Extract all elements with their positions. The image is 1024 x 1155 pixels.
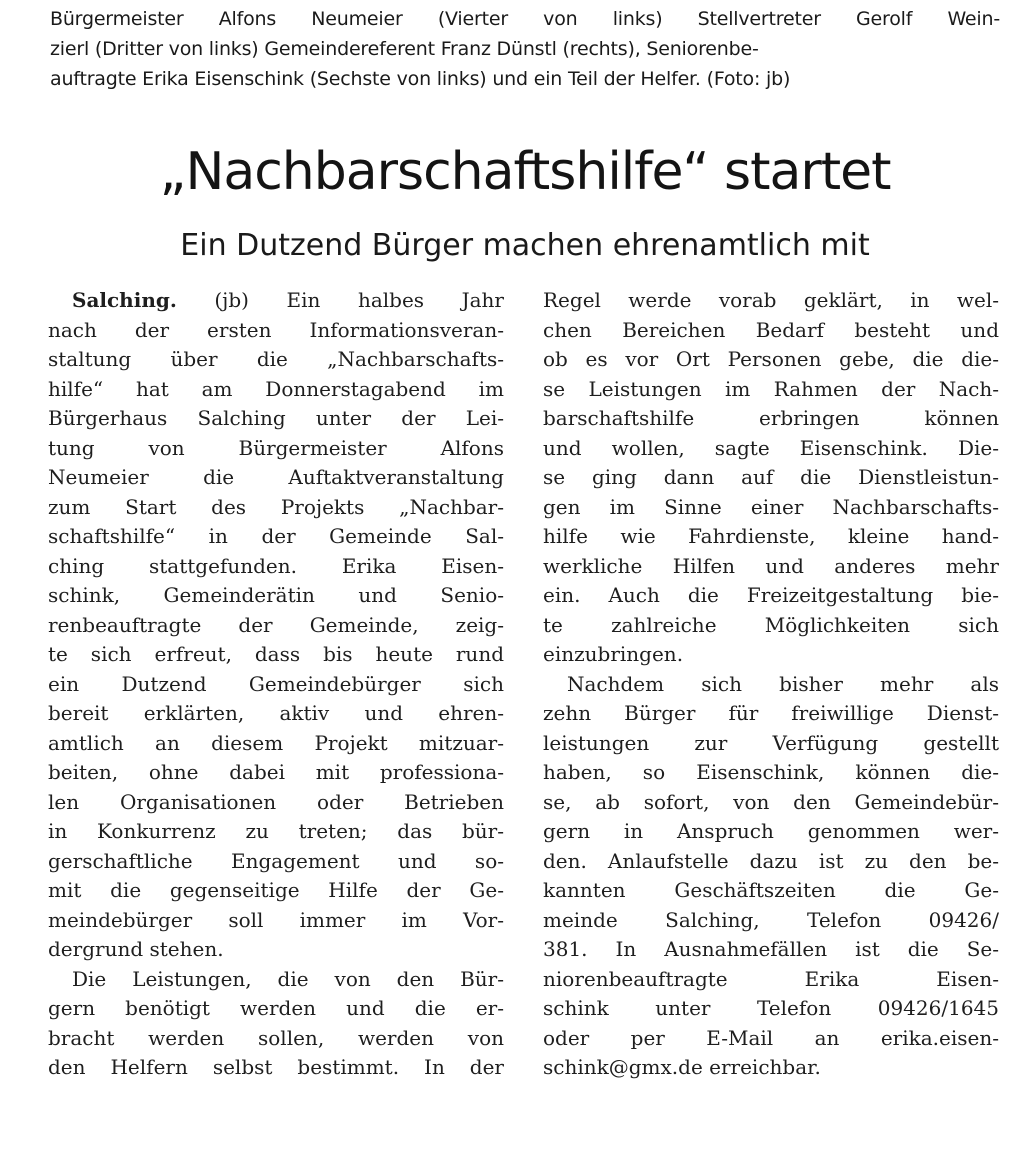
- article-line: leistungen zur Verfügung gestellt: [543, 730, 999, 755]
- article-line: tung von Bürgermeister Alfons: [48, 435, 504, 460]
- article-line: Die Leistungen, die von den Bür-: [72, 966, 504, 991]
- article-line: schink unter Telefon 09426/1645: [543, 996, 999, 1020]
- article-column-left: [48, 286, 504, 1083]
- article-line: meindebürger soll immer im Vor-: [48, 907, 504, 932]
- article-line: meinde Salching, Telefon 09426/: [543, 907, 999, 932]
- article-line: barschaftshilfe erbringen können: [543, 406, 999, 430]
- article-line: ein. Auch die Freizeitgestaltung bie-: [543, 583, 999, 607]
- article-line: schaftshilfe“ in der Gemeinde Sal-: [48, 524, 504, 548]
- article-line: chen Bereichen Bedarf besteht und: [543, 317, 999, 342]
- article-line: den Helfern selbst bestimmt. In der: [48, 1055, 504, 1079]
- article-line: te zahlreiche Möglichkeiten sich: [543, 612, 999, 637]
- article-line: renbeauftragte der Gemeinde, zeig-: [48, 612, 504, 637]
- article-line: bracht werden sollen, werden von: [48, 1025, 504, 1050]
- article-line: gern benötigt werden und die er-: [48, 996, 504, 1020]
- caption-line: auftragte Erika Eisenschink (Sechste von links) und ein Teil der Helfer. (Foto: jb): [50, 68, 791, 90]
- article-line: zehn Bürger für freiwillige Dienst-: [543, 701, 999, 725]
- article-line-text: (jb) Ein halbes Jahr: [176, 288, 504, 312]
- article-line: und wollen, sagte Eisenschink. Die-: [543, 435, 999, 460]
- article-line: einzubringen.: [543, 642, 684, 666]
- article-line: gen im Sinne einer Nachbarschafts-: [543, 494, 999, 519]
- article-line: zum Start des Projekts „Nachbar-: [48, 494, 504, 519]
- article-line: se ging dann auf die Dienstleistun-: [543, 465, 999, 489]
- article-line: schink, Gemeinderätin und Senio-: [48, 583, 504, 607]
- article-line: ching stattgefunden. Erika Eisen-: [48, 553, 504, 578]
- photo-caption: [50, 4, 1000, 94]
- caption-line: zierl (Dritter von links) Gemeindereferent Franz Dünstl (rechts), Seniorenbe-: [50, 38, 759, 60]
- article-line: hilfe wie Fahrdienste, kleine hand-: [543, 524, 999, 548]
- article-line: gern in Anspruch genommen wer-: [543, 819, 999, 843]
- article-line: te sich erfreut, dass bis heute rund: [48, 642, 504, 666]
- caption-line: Bürgermeister Alfons Neumeier (Vierter von links) Stellvertreter Gerolf Wein-: [50, 8, 1000, 30]
- article-headline: „Nachbarschaftshilfe“ startet: [159, 142, 891, 202]
- article-line: hilfe“ hat am Donnerstagabend im: [48, 376, 504, 401]
- article-line: haben, so Eisenschink, können die-: [543, 760, 999, 784]
- article-line: Neumeier die Auftaktveranstaltung: [48, 465, 504, 489]
- article-line: 381. In Ausnahmefällen ist die Se-: [543, 937, 999, 961]
- article-line: bereit erklärten, aktiv und ehren-: [48, 701, 504, 725]
- article-line: in Konkurrenz zu treten; das bür-: [48, 819, 504, 843]
- article-line: kannten Geschäftszeiten die Ge-: [543, 878, 999, 902]
- article-subheadline: Ein Dutzend Bürger machen ehrenamtlich mit: [180, 228, 870, 263]
- article-line: beiten, ohne dabei mit professiona-: [48, 760, 504, 784]
- article-line: se, ab sofort, von den Gemeindebür-: [543, 789, 999, 814]
- article-line: niorenbeauftragte Erika Eisen-: [543, 966, 999, 991]
- article-line: gerschaftliche Engagement und so-: [48, 848, 504, 873]
- article-line: schink@gmx.de erreichbar.: [543, 1055, 821, 1079]
- article-line: amtlich an diesem Projekt mitzuar-: [48, 730, 504, 755]
- article-line: Regel werde vorab geklärt, in wel-: [543, 288, 999, 312]
- article-line: ob es vor Ort Personen gebe, die die-: [543, 347, 999, 371]
- article-line: mit die gegenseitige Hilfe der Ge-: [48, 878, 504, 902]
- article-line: oder per E-Mail an erika.eisen-: [543, 1025, 999, 1050]
- article-line: werkliche Hilfen und anderes mehr: [543, 553, 999, 578]
- article-line: se Leistungen im Rahmen der Nach-: [543, 376, 999, 401]
- article-line: dergrund stehen.: [48, 937, 224, 961]
- article-line: den. Anlaufstelle dazu ist zu den be-: [543, 848, 999, 873]
- article-column-right: [543, 286, 999, 1083]
- article-line: ein Dutzend Gemeindebürger sich: [48, 671, 504, 696]
- article-line: staltung über die „Nachbarschafts-: [48, 347, 504, 371]
- article-line: [48, 286, 504, 316]
- article-line: Nachdem sich bisher mehr als: [567, 671, 999, 696]
- article-line: nach der ersten Informationsveran-: [48, 317, 504, 342]
- article-line: Bürgerhaus Salching unter der Lei-: [48, 406, 504, 430]
- article-dateline: Salching.: [72, 288, 177, 312]
- article-line: len Organisationen oder Betrieben: [48, 789, 504, 814]
